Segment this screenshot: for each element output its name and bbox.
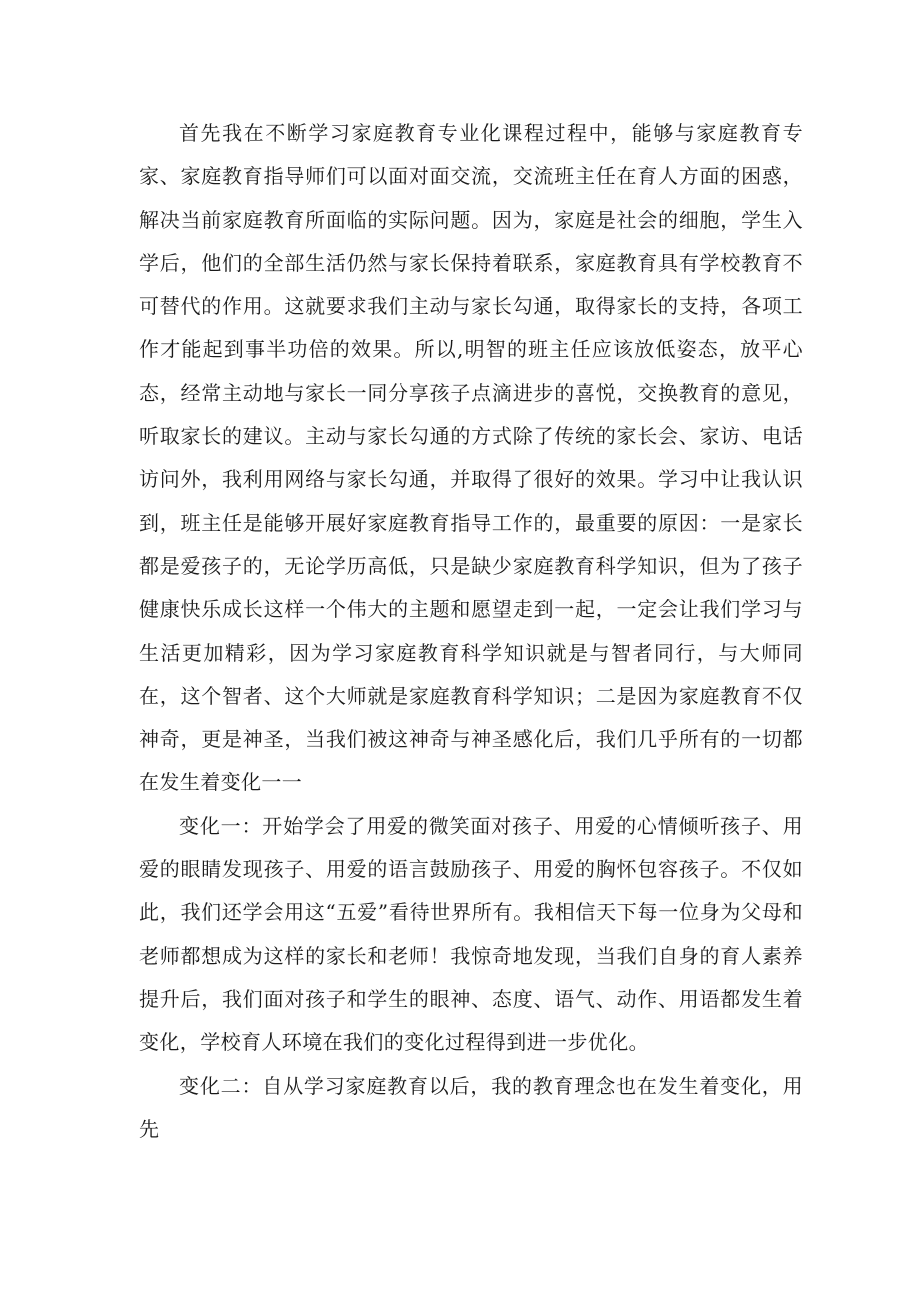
document-body [139,112,803,1151]
paragraph-change-two: 变化二：自从学习家庭教育以后，我的教育理念也在发生着变化，用先 [139,1073,803,1141]
paragraph-change-one: 变化一：开始学会了用爱的微笑面对孩子、用爱的心情倾听孩子、用爱的眼睛发现孩子、用爱的语言鼓励孩子、用爱的胸怀包容孩子。不仅如此，我们还学会用这“五爱”看待世界所有。我相信天下每一位身为父母和老师都想成为这样的家长和老师！我惊奇地发现，当我们自身的育人素养提升后，我们面对孩子和学生的眼神、态度、语气、动作、用语都发生着变化，学校育人环境在我们的变化过程得到进一步优化。 [139,813,803,1055]
paragraph-intro: 首先我在不断学习家庭教育专业化课程过程中，能够与家庭教育专家、家庭教育指导师们可以面对面交流，交流班主任在育人方面的困惑，解决当前家庭教育所面临的实际问题。因为，家庭是社会的细胞，学生入学后，他们的全部生活仍然与家长保持着联系，家庭教育具有学校教育不可替代的作用。这就要求我们主动与家长勾通，取得家长的支持，各项工作才能起到事半功倍的效果。所以,明智的班主任应该放低姿态，放平心态，经常主动地与家长一同分享孩子点滴进步的喜悦，交换教育的意见，听取家长的建议。主动与家长勾通的方式除了传统的家长会、家访、电话访问外，我利用网络与家长勾通，并取得了很好的效果。学习中让我认识到，班主任是能够开展好家庭教育指导工作的，最重要的原因：一是家长都是爱孩子的，无论学历高低，只是缺少家庭教育科学知识，但为了孩子健康快乐成长这样一个伟大的主题和愿望走到一起，一定会让我们学习与生活更加精彩，因为学习家庭教育科学知识就是与智者同行，与大师同在，这个智者、这个大师就是家庭教育科学知识；二是因为家庭教育不仅神奇，更是神圣，当我们被这神奇与神圣感化后，我们几乎所有的一切都在发生着变化一一 [139,121,803,795]
